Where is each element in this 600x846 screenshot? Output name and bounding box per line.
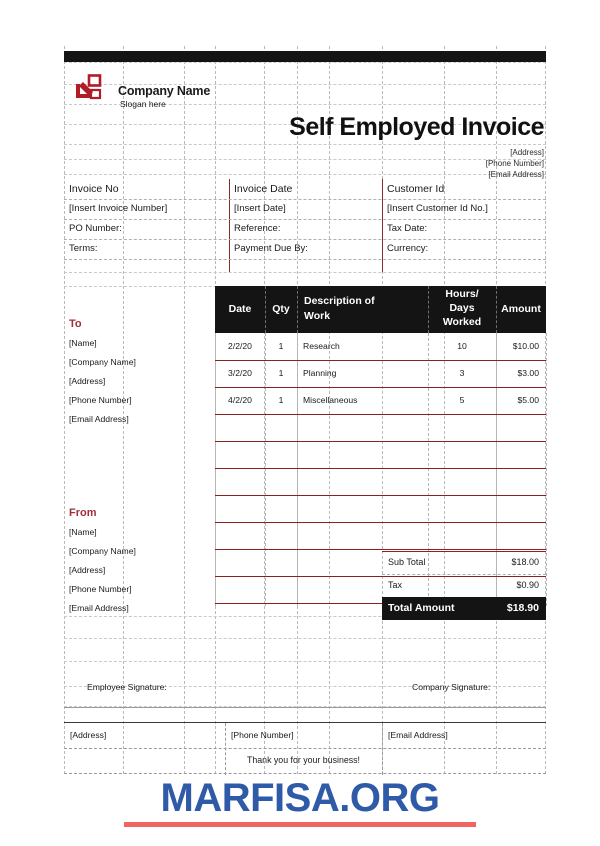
footer-contact-row (64, 723, 546, 748)
total-amount-value: $18.90 (506, 602, 539, 614)
company-slogan: Slogan here (120, 99, 166, 109)
cell-qty[interactable] (265, 522, 297, 549)
cell-description[interactable]: Planning (303, 368, 337, 378)
cell-amount[interactable] (496, 414, 546, 441)
cell-amount[interactable] (496, 495, 546, 522)
cell-date[interactable] (215, 441, 265, 468)
tax-value: $0.90 (516, 580, 539, 590)
cell-hours[interactable] (428, 441, 496, 468)
sub-total-label: Sub Total (388, 557, 426, 567)
cell-date[interactable]: 3/2/20 (228, 368, 252, 378)
cell-qty[interactable]: 1 (278, 368, 284, 378)
cell-description[interactable] (297, 522, 428, 549)
cell-hours[interactable]: 5 (459, 395, 465, 405)
header-phone-number: [Phone Number] (485, 159, 544, 168)
watermark (0, 775, 600, 827)
cell-description[interactable]: Research (303, 341, 340, 351)
footer-email-address[interactable]: [Email Address] (388, 730, 448, 740)
footer-address[interactable]: [Address] (70, 730, 107, 740)
cell-description[interactable] (297, 495, 428, 522)
tax-row (382, 574, 546, 597)
cell-qty[interactable] (265, 414, 297, 441)
table-row[interactable] (215, 414, 546, 441)
bill-to-address[interactable]: [Address] (69, 376, 106, 386)
bill-to-title: To (69, 318, 82, 330)
footer-phone-number[interactable]: [Phone Number] (231, 730, 294, 740)
cell-hours[interactable]: 10 (457, 341, 467, 351)
total-amount-label: Total Amount (388, 602, 455, 614)
meta-row-3 (64, 219, 546, 239)
cell-hours[interactable]: 3 (459, 368, 465, 378)
bill-to-company[interactable]: [Company Name] (69, 357, 136, 367)
red-squares-logo-icon (74, 74, 108, 104)
invoice-sheet (64, 46, 546, 774)
cell-hours[interactable] (428, 522, 496, 549)
cell-date[interactable] (215, 414, 265, 441)
footer-block (64, 722, 546, 775)
meta-label-payment-due-by[interactable]: Payment Due By: (234, 243, 308, 254)
cell-date[interactable] (215, 549, 265, 576)
invoice-meta-table (64, 179, 546, 272)
cell-date[interactable]: 4/2/20 (228, 395, 252, 405)
bill-from-title: From (69, 507, 97, 519)
cell-qty[interactable] (265, 441, 297, 468)
cell-qty[interactable] (265, 468, 297, 495)
cell-description[interactable] (297, 414, 428, 441)
meta-header-row (64, 179, 546, 199)
employee-signature-label: Employee Signature: (87, 682, 167, 692)
invoice-header (64, 62, 546, 179)
meta-label-terms[interactable]: Terms: (69, 243, 98, 254)
cell-hours[interactable] (428, 414, 496, 441)
cell-description[interactable] (297, 468, 428, 495)
table-row[interactable] (215, 360, 546, 387)
line-items-header (215, 286, 546, 333)
column-header-hours-line3: Worked (442, 316, 482, 328)
cell-hours[interactable] (428, 468, 496, 495)
page-title: Self Employed Invoice (289, 113, 544, 141)
column-header-description-line2: Work (304, 310, 331, 322)
cell-qty[interactable]: 1 (278, 395, 284, 405)
meta-value-row (64, 199, 546, 219)
cell-qty[interactable]: 1 (278, 341, 284, 351)
bill-from-address[interactable]: [Address] (69, 565, 106, 575)
bill-to-phone[interactable]: [Phone Number] (69, 395, 132, 405)
header-email-address: [Email Address] (488, 170, 544, 179)
cell-amount[interactable]: $3.00 (517, 368, 539, 378)
cell-hours[interactable] (428, 495, 496, 522)
cell-qty[interactable] (265, 576, 297, 603)
tax-label: Tax (388, 580, 403, 590)
meta-row-4 (64, 239, 546, 259)
meta-label-po-number[interactable]: PO Number: (69, 223, 122, 234)
meta-label-currency[interactable]: Currency: (387, 243, 429, 254)
watermark-underline (124, 822, 476, 827)
header-address: [Address] (510, 148, 544, 157)
company-name: Company Name (118, 84, 211, 98)
cell-qty[interactable] (265, 495, 297, 522)
meta-label-customer-id: Customer Id (387, 183, 445, 195)
cell-date[interactable] (215, 522, 265, 549)
cell-date[interactable] (215, 468, 265, 495)
bill-from-phone[interactable]: [Phone Number] (69, 584, 132, 594)
meta-label-invoice-no: Invoice No (69, 183, 119, 195)
cell-date[interactable] (215, 576, 265, 603)
sub-total-row (382, 551, 546, 574)
cell-amount[interactable] (496, 522, 546, 549)
column-header-amount: Amount (501, 303, 541, 315)
column-header-hours-line2: Days (449, 302, 475, 314)
watermark-text: MARFISA.ORG (160, 776, 440, 820)
column-header-hours-line1: Hours/ (445, 288, 479, 300)
top-black-bar (64, 51, 546, 62)
column-header-date: Date (228, 303, 252, 315)
thank-you-message: Thank you for your business! (247, 755, 360, 765)
meta-value-invoice-date[interactable]: [Insert Date] (234, 203, 286, 214)
signature-rule (64, 707, 546, 708)
cell-amount[interactable]: $10.00 (512, 341, 539, 351)
table-row[interactable] (215, 495, 546, 522)
bill-from-company[interactable]: [Company Name] (69, 546, 136, 556)
cell-date[interactable]: 2/2/20 (228, 341, 252, 351)
table-row[interactable] (215, 522, 546, 549)
meta-label-tax-date[interactable]: Tax Date: (387, 223, 428, 234)
cell-qty[interactable] (265, 549, 297, 576)
bill-from-name[interactable]: [Name] (69, 527, 97, 537)
meta-label-invoice-date: Invoice Date (234, 183, 293, 195)
cell-description[interactable]: Miscellaneous (303, 395, 358, 405)
table-row[interactable] (215, 468, 546, 495)
table-row[interactable] (215, 387, 546, 414)
cell-amount[interactable] (496, 441, 546, 468)
meta-label-reference[interactable]: Reference: (234, 223, 281, 234)
column-header-qty: Qty (272, 303, 290, 315)
total-amount-row (382, 597, 546, 620)
column-header-description-line1: Description of (304, 295, 375, 307)
meta-value-invoice-no[interactable]: [Insert Invoice Number] (69, 203, 168, 214)
cell-amount[interactable] (496, 468, 546, 495)
sub-total-value: $18.00 (511, 557, 539, 567)
bill-to-name[interactable]: [Name] (69, 338, 97, 348)
table-row[interactable] (215, 441, 546, 468)
meta-value-customer-id[interactable]: [Insert Customer Id No.] (387, 203, 488, 214)
bill-to-email[interactable]: [Email Address] (69, 414, 129, 424)
cell-description[interactable] (297, 441, 428, 468)
company-signature-label: Company Signature: (412, 682, 491, 692)
bill-from-email[interactable]: [Email Address] (69, 603, 129, 613)
cell-amount[interactable]: $5.00 (517, 395, 539, 405)
table-row[interactable] (215, 333, 546, 360)
cell-date[interactable] (215, 495, 265, 522)
signature-block (64, 661, 546, 721)
